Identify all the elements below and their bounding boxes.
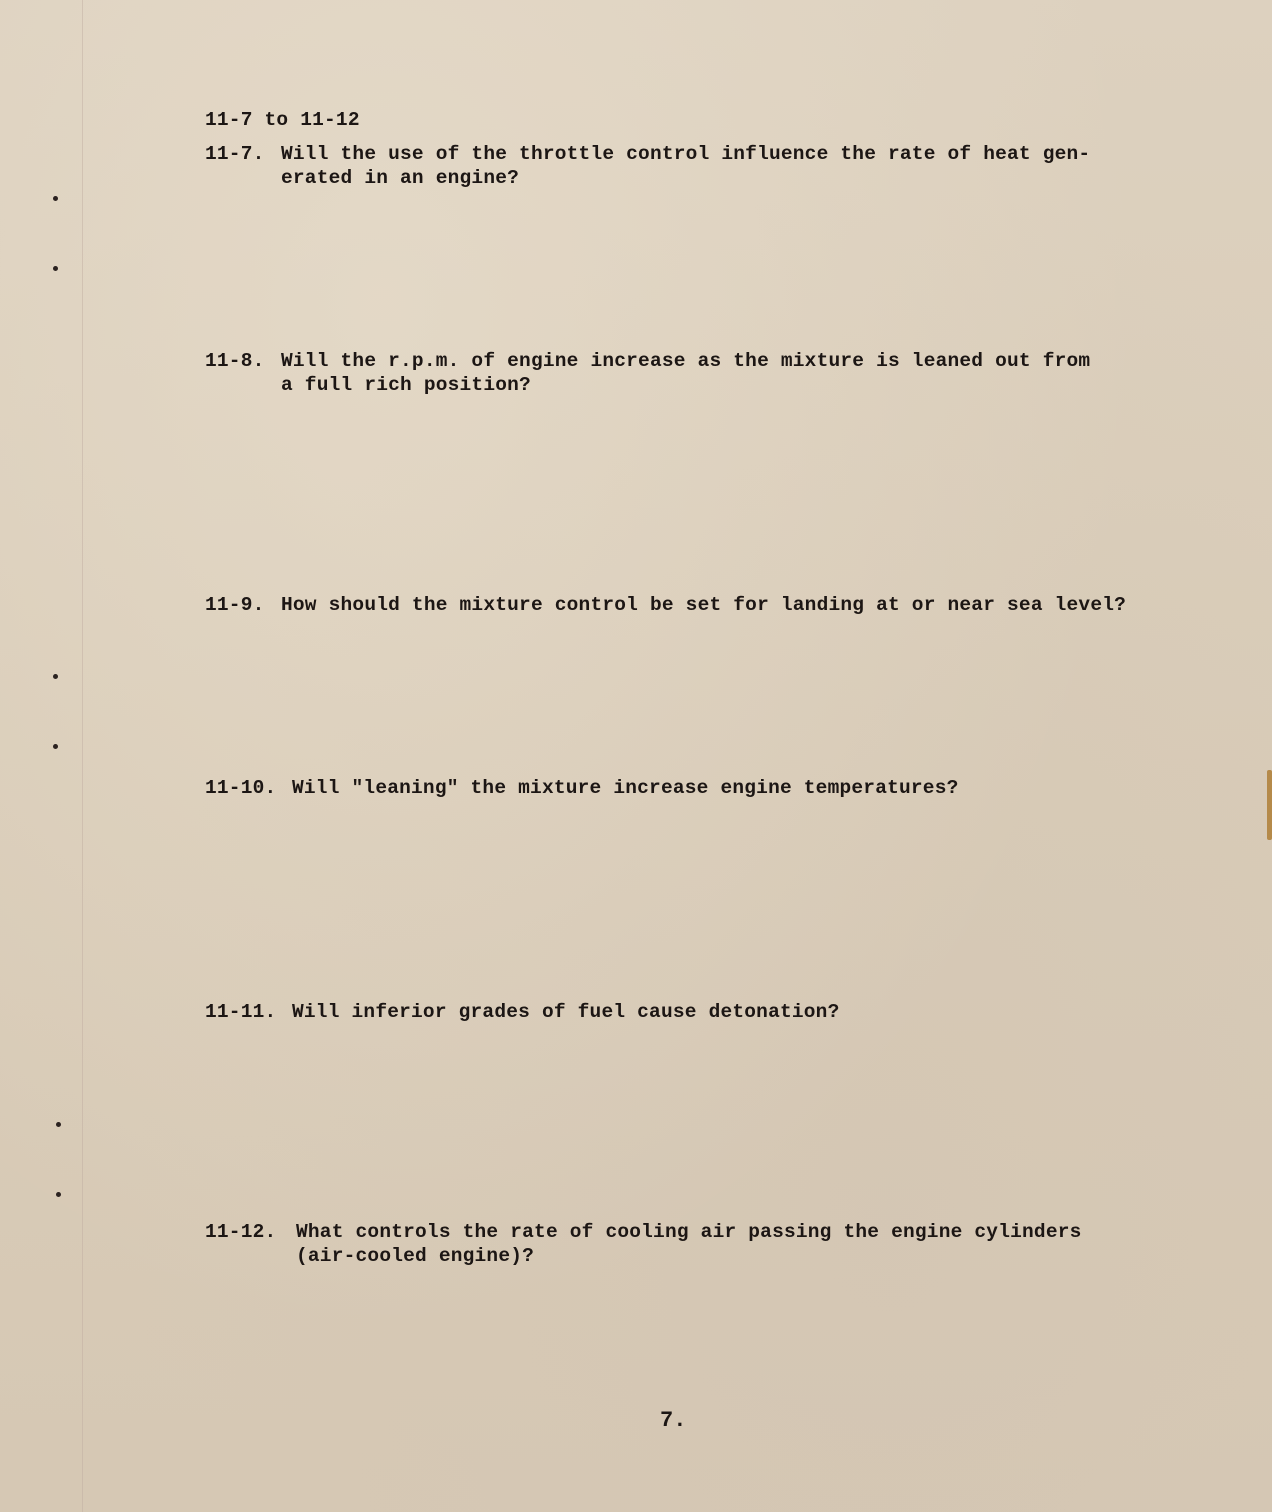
question-text: Will the use of the throttle control influence the rate of heat gen- <box>281 143 1091 165</box>
question-number: 11-9. <box>205 594 265 616</box>
section-heading: 11-7 to 11-12 <box>205 109 360 131</box>
question-text-continued: (air-cooled engine)? <box>296 1245 535 1267</box>
question-text: Will "leaning" the mixture increase engine temperatures? <box>292 777 959 799</box>
question-text-continued: erated in an engine? <box>281 167 520 189</box>
punch-hole-mark <box>56 1122 61 1127</box>
question-number: 11-12. <box>205 1221 277 1243</box>
punch-hole-mark <box>53 266 58 271</box>
question-text: How should the mixture control be set for landing at or near sea level? <box>281 594 1127 616</box>
question-text-continued: a full rich position? <box>281 374 531 396</box>
question-number: 11-11. <box>205 1001 277 1023</box>
page-number: 7. <box>660 1408 687 1433</box>
question-number: 11-10. <box>205 777 277 799</box>
page-edge-stain <box>1267 770 1272 840</box>
margin-line <box>82 0 83 1512</box>
question-text: Will the r.p.m. of engine increase as the mixture is leaned out from <box>281 350 1091 372</box>
question-number: 11-8. <box>205 350 265 372</box>
question-text: What controls the rate of cooling air passing the engine cylinders <box>296 1221 1082 1243</box>
punch-hole-mark <box>53 744 58 749</box>
question-text: Will inferior grades of fuel cause detonation? <box>292 1001 840 1023</box>
punch-hole-mark <box>53 196 58 201</box>
question-number: 11-7. <box>205 143 265 165</box>
punch-hole-mark <box>56 1192 61 1197</box>
punch-hole-mark <box>53 674 58 679</box>
